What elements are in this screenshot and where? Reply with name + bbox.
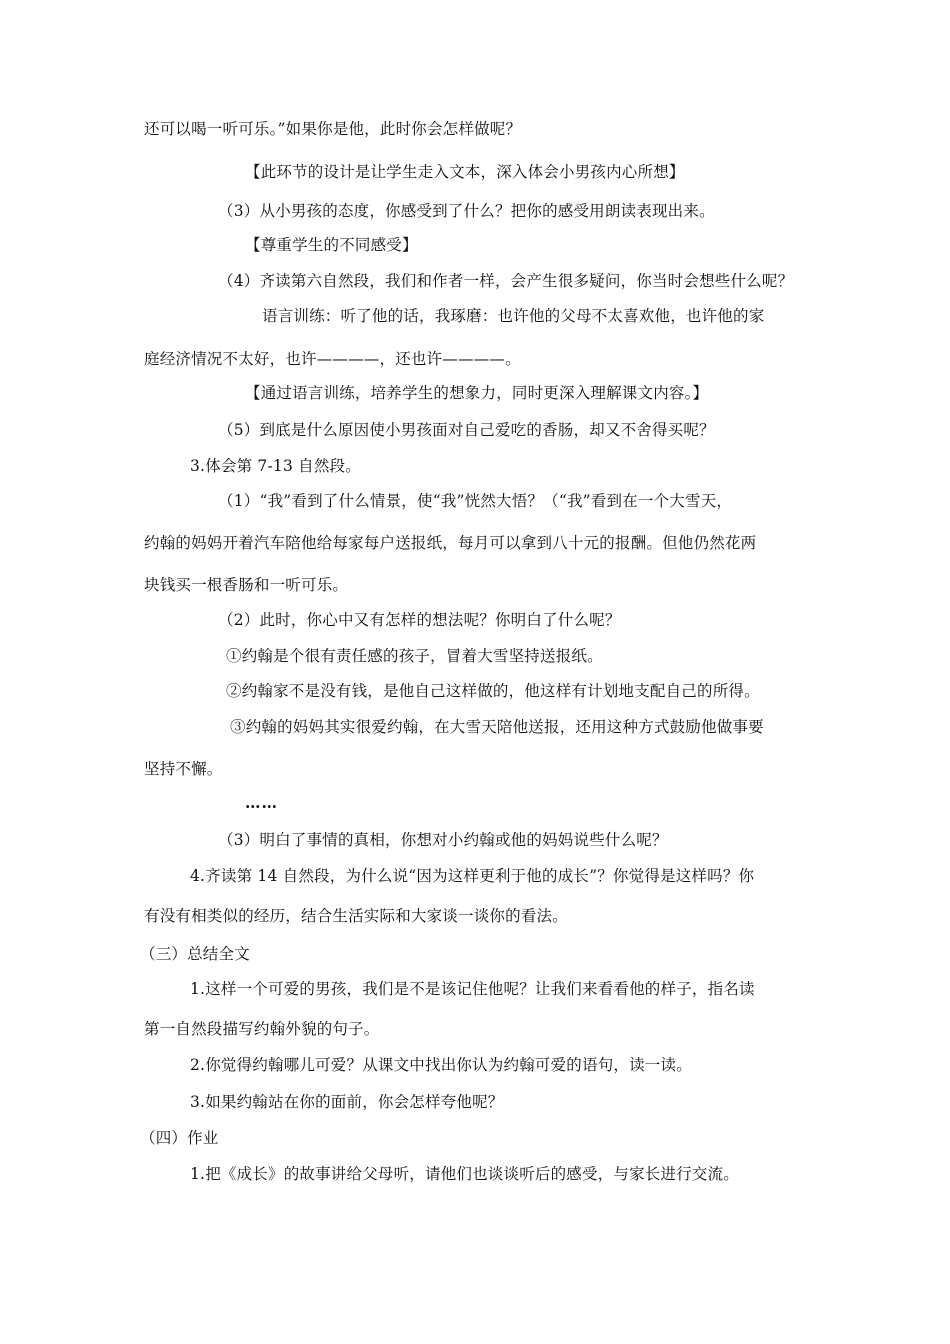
design-note: 【此环节的设计是让学生走入文本，深入体会小男孩内心所想】 [245,163,685,181]
text-line: （2）此时，你心中又有怎样的想法呢？你明白了什么呢？ [218,611,621,629]
list-item: ②约翰家不是没有钱，是他自己这样做的，他这样有计划地支配自己的所得。 [226,682,760,700]
list-item: ①约翰是个很有责任感的孩子，冒着大雪坚持送报纸。 [226,647,603,665]
text-line: 有没有相类似的经历，结合生活实际和大家谈一谈你的看法。 [144,907,568,925]
text-line: （5）到底是什么原因使小男孩面对自己爱吃的香肠，却又不舍得买呢？ [218,421,715,439]
text-line: 庭经济情况不太好，也许————，还也许————。 [144,350,521,368]
text-line: （4）齐读第六自然段，我们和作者一样，会产生很多疑问，你当时会想些什么呢？ [218,272,794,290]
design-note: 【尊重学生的不同感受】 [245,236,418,254]
section-item: 1.把《成长》的故事讲给父母听，请他们也谈谈听后的感受，与家长进行交流。 [190,1165,739,1183]
design-note: 【通过语言训练，培养学生的想象力，同时更深入理解课文内容。】 [245,384,709,402]
text-line: 块钱买一根香肠和一听可乐。 [144,576,349,594]
section-heading: （三）总结全文 [140,945,250,963]
section-item: 4.齐读第 14 自然段，为什么说“因为这样更利于他的成长”？你觉得是这样吗？你 [190,867,755,885]
section-item: 2.你觉得约翰哪儿可爱？从课文中找出你认为约翰可爱的语句，读一读。 [190,1056,692,1074]
text-line: （3）从小男孩的态度，你感受到了什么？把你的感受用朗读表现出来。 [218,202,715,220]
section-heading: （四）作业 [140,1129,219,1147]
text-line: （3）明白了事情的真相，你想对小约翰或他的妈妈说些什么呢？ [218,831,668,849]
section-item: 1.这样一个可爱的男孩，我们是不是该记住他呢？让我们来看看他的样子，指名读 [190,980,755,998]
section-item: 3.体会第 7-13 自然段。 [190,457,361,475]
text-line: 坚持不懈。 [144,760,223,778]
text-line: （1）“我”看到了什么情景，使“我”恍然大悟？（“我”看到在一个大雪天， [218,492,733,510]
text-line: 还可以喝一听可乐。”如果你是他，此时你会怎样做呢？ [144,120,522,138]
text-line: 约翰的妈妈开着汽车陪他给每家每户送报纸，每月可以拿到八十元的报酬。但他仍然花两 [144,534,757,552]
text-line: 语言训练：听了他的话，我琢磨：也许他的父母不太喜欢他，也许他的家 [262,307,765,325]
ellipsis: …… [245,793,278,812]
list-item: ③约翰的妈妈其实很爱约翰，在大雪天陪他送报，还用这种方式鼓励他做事要 [230,718,764,736]
section-item: 3.如果约翰站在你的面前，你会怎样夸他呢？ [190,1093,504,1111]
text-line: 第一自然段描写约翰外貌的句子。 [144,1020,380,1038]
